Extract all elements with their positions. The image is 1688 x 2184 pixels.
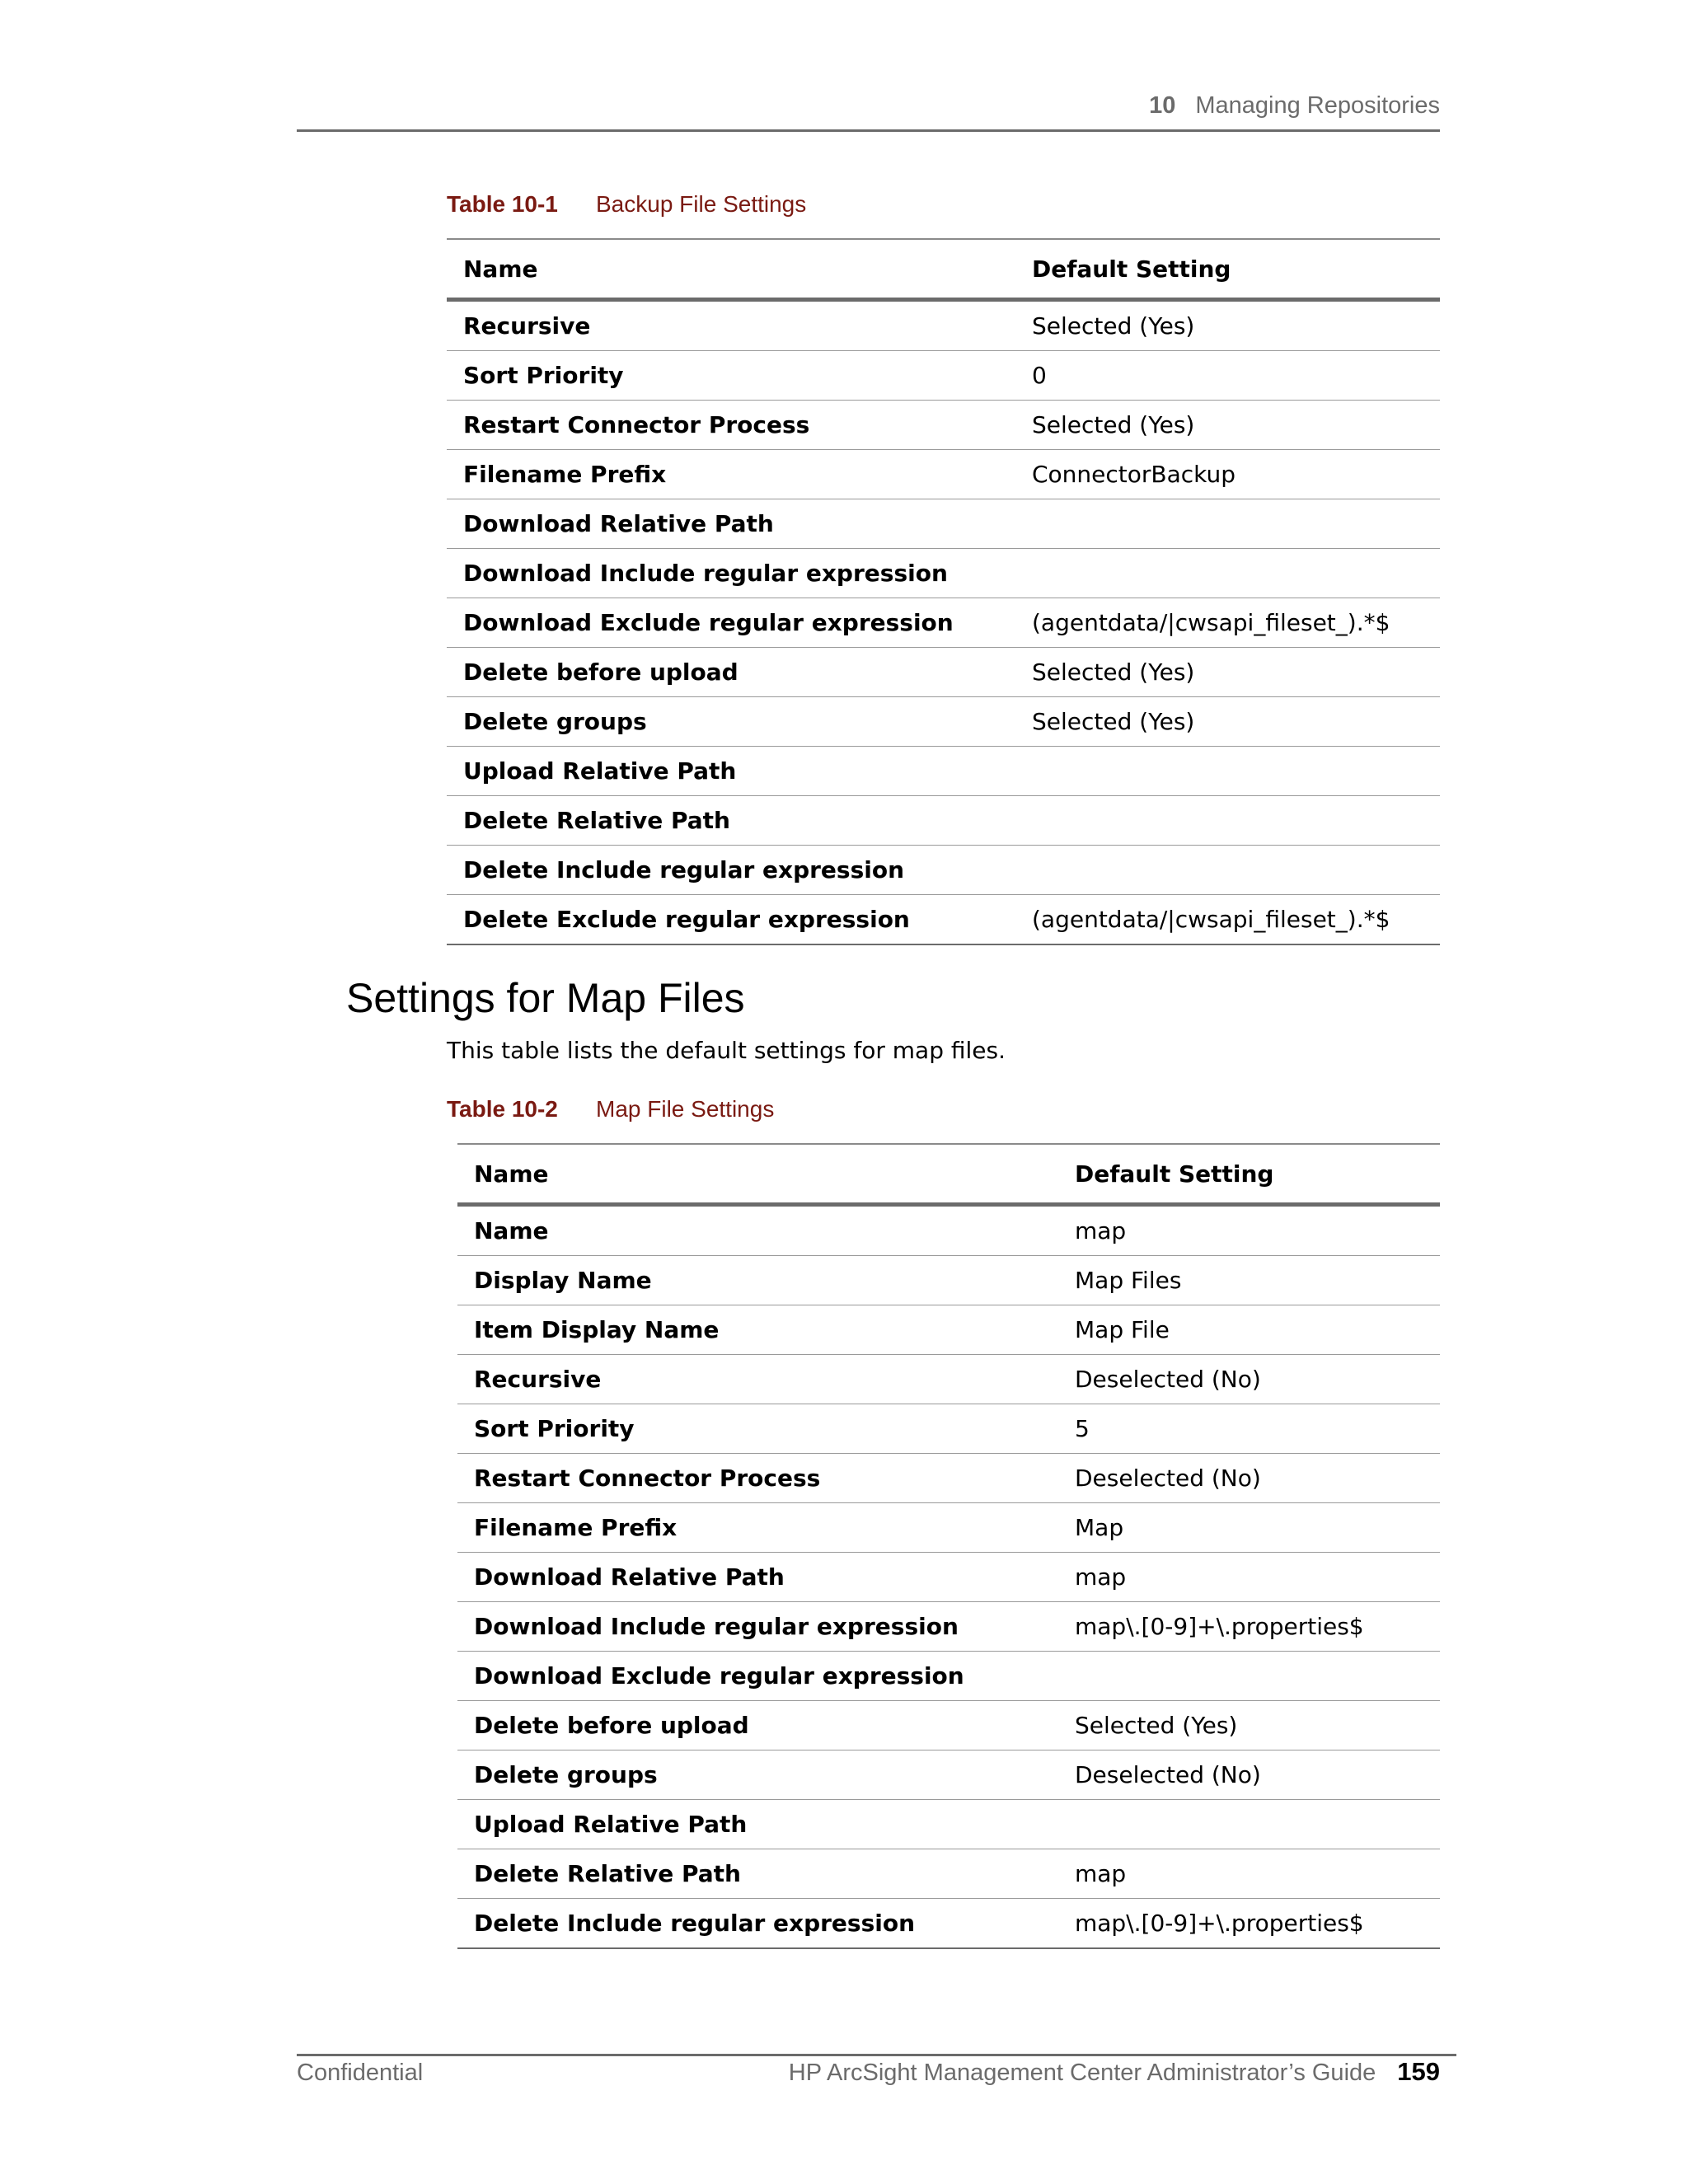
footer-guide-title: HP ArcSight Management Center Administrator’s Guide	[788, 2060, 1376, 2086]
page-number: 159	[1397, 2057, 1440, 2086]
table-row	[457, 1205, 1440, 1256]
setting-value	[1015, 796, 1440, 846]
table-row	[457, 1701, 1440, 1750]
table-row	[447, 401, 1440, 450]
chapter-number: 10	[1149, 92, 1176, 119]
setting-value: (agentdata/|cwsapi_fileset_).*$	[1015, 895, 1440, 945]
header-rule	[297, 129, 1440, 132]
table-row	[447, 598, 1440, 648]
setting-name: Download Relative Path	[447, 499, 1015, 549]
setting-value: map	[1058, 1849, 1440, 1899]
setting-name: Delete Include regular expression	[447, 846, 1015, 895]
table-row	[457, 1256, 1440, 1305]
table-caption	[447, 1096, 774, 1122]
table-row	[447, 499, 1440, 549]
table-caption	[447, 191, 806, 218]
setting-name: Download Exclude regular expression	[457, 1652, 1058, 1701]
table-row	[457, 1800, 1440, 1849]
setting-value	[1058, 1652, 1440, 1701]
footer-confidential: Confidential	[297, 2060, 424, 2086]
setting-name: Upload Relative Path	[457, 1800, 1058, 1849]
chapter-title: Managing Repositories	[1195, 92, 1440, 119]
setting-value: 5	[1058, 1404, 1440, 1454]
setting-value	[1058, 1800, 1440, 1849]
table-row	[447, 796, 1440, 846]
setting-value: Selected (Yes)	[1015, 697, 1440, 747]
section-heading: Settings for Map Files	[346, 975, 745, 1021]
setting-value: (agentdata/|cwsapi_fileset_).*$	[1015, 598, 1440, 648]
table-row	[447, 450, 1440, 499]
setting-value	[1015, 499, 1440, 549]
setting-value: Map File	[1058, 1305, 1440, 1355]
setting-name: Filename Prefix	[457, 1503, 1058, 1553]
table-row	[447, 895, 1440, 945]
setting-value: Selected (Yes)	[1058, 1701, 1440, 1750]
setting-value	[1015, 846, 1440, 895]
setting-value: map	[1058, 1205, 1440, 1256]
setting-value: map\.[0-9]+\.properties$	[1058, 1602, 1440, 1652]
column-header-name: Name	[447, 239, 1015, 300]
table-row	[457, 1849, 1440, 1899]
table-row	[447, 846, 1440, 895]
setting-value: map\.[0-9]+\.properties$	[1058, 1899, 1440, 1949]
setting-value: Deselected (No)	[1058, 1355, 1440, 1404]
setting-name: Recursive	[457, 1355, 1058, 1404]
table-caption-title: Map File Settings	[596, 1096, 775, 1122]
setting-name: Item Display Name	[457, 1305, 1058, 1355]
setting-name: Delete before upload	[447, 648, 1015, 697]
setting-value: 0	[1015, 351, 1440, 401]
table-row	[447, 697, 1440, 747]
table-row	[447, 747, 1440, 796]
setting-name: Download Relative Path	[457, 1553, 1058, 1602]
table-row	[457, 1503, 1440, 1553]
setting-name: Download Include regular expression	[457, 1602, 1058, 1652]
setting-name: Delete Relative Path	[447, 796, 1015, 846]
setting-value: Deselected (No)	[1058, 1750, 1440, 1800]
table-row	[457, 1652, 1440, 1701]
table-row	[457, 1899, 1440, 1949]
setting-value	[1015, 747, 1440, 796]
table-row	[447, 300, 1440, 351]
section-intro: This table lists the default settings for map files.	[447, 1037, 1006, 1064]
table-row	[447, 351, 1440, 401]
setting-name: Display Name	[457, 1256, 1058, 1305]
column-header-default-setting: Default Setting	[1058, 1144, 1440, 1205]
setting-name: Delete before upload	[457, 1701, 1058, 1750]
setting-name: Download Exclude regular expression	[447, 598, 1015, 648]
table-row	[447, 549, 1440, 598]
setting-name: Delete groups	[447, 697, 1015, 747]
setting-name: Delete groups	[457, 1750, 1058, 1800]
table-row	[457, 1454, 1440, 1503]
table-header-row	[447, 239, 1440, 300]
setting-name: Sort Priority	[447, 351, 1015, 401]
table-header-row	[457, 1144, 1440, 1205]
table-row	[457, 1305, 1440, 1355]
setting-name: Download Include regular expression	[447, 549, 1015, 598]
setting-value: Map Files	[1058, 1256, 1440, 1305]
footer-right	[789, 2057, 1440, 2087]
backup-file-settings-table	[447, 238, 1440, 945]
setting-name: Delete Relative Path	[457, 1849, 1058, 1899]
setting-name: Upload Relative Path	[447, 747, 1015, 796]
setting-value: Selected (Yes)	[1015, 300, 1440, 351]
setting-value	[1015, 549, 1440, 598]
setting-value: map	[1058, 1553, 1440, 1602]
map-file-settings-table	[457, 1143, 1440, 1949]
table-caption-title: Backup File Settings	[596, 191, 807, 217]
setting-name: Name	[457, 1205, 1058, 1256]
table-row	[457, 1553, 1440, 1602]
setting-name: Restart Connector Process	[447, 401, 1015, 450]
table-row	[447, 648, 1440, 697]
setting-name: Delete Include regular expression	[457, 1899, 1058, 1949]
table-caption-number: Table 10-1	[447, 191, 558, 217]
setting-name: Sort Priority	[457, 1404, 1058, 1454]
setting-name: Filename Prefix	[447, 450, 1015, 499]
setting-name: Restart Connector Process	[457, 1454, 1058, 1503]
table-row	[457, 1602, 1440, 1652]
table-row	[457, 1404, 1440, 1454]
setting-value: Map	[1058, 1503, 1440, 1553]
setting-name: Recursive	[447, 300, 1015, 351]
column-header-default-setting: Default Setting	[1015, 239, 1440, 300]
column-header-name: Name	[457, 1144, 1058, 1205]
footer-rule	[297, 2054, 1456, 2056]
table-row	[457, 1750, 1440, 1800]
setting-value: Deselected (No)	[1058, 1454, 1440, 1503]
running-head	[1149, 92, 1440, 120]
setting-value: ConnectorBackup	[1015, 450, 1440, 499]
setting-value: Selected (Yes)	[1015, 648, 1440, 697]
setting-name: Delete Exclude regular expression	[447, 895, 1015, 945]
setting-value: Selected (Yes)	[1015, 401, 1440, 450]
table-row	[457, 1355, 1440, 1404]
table-caption-number: Table 10-2	[447, 1096, 558, 1122]
